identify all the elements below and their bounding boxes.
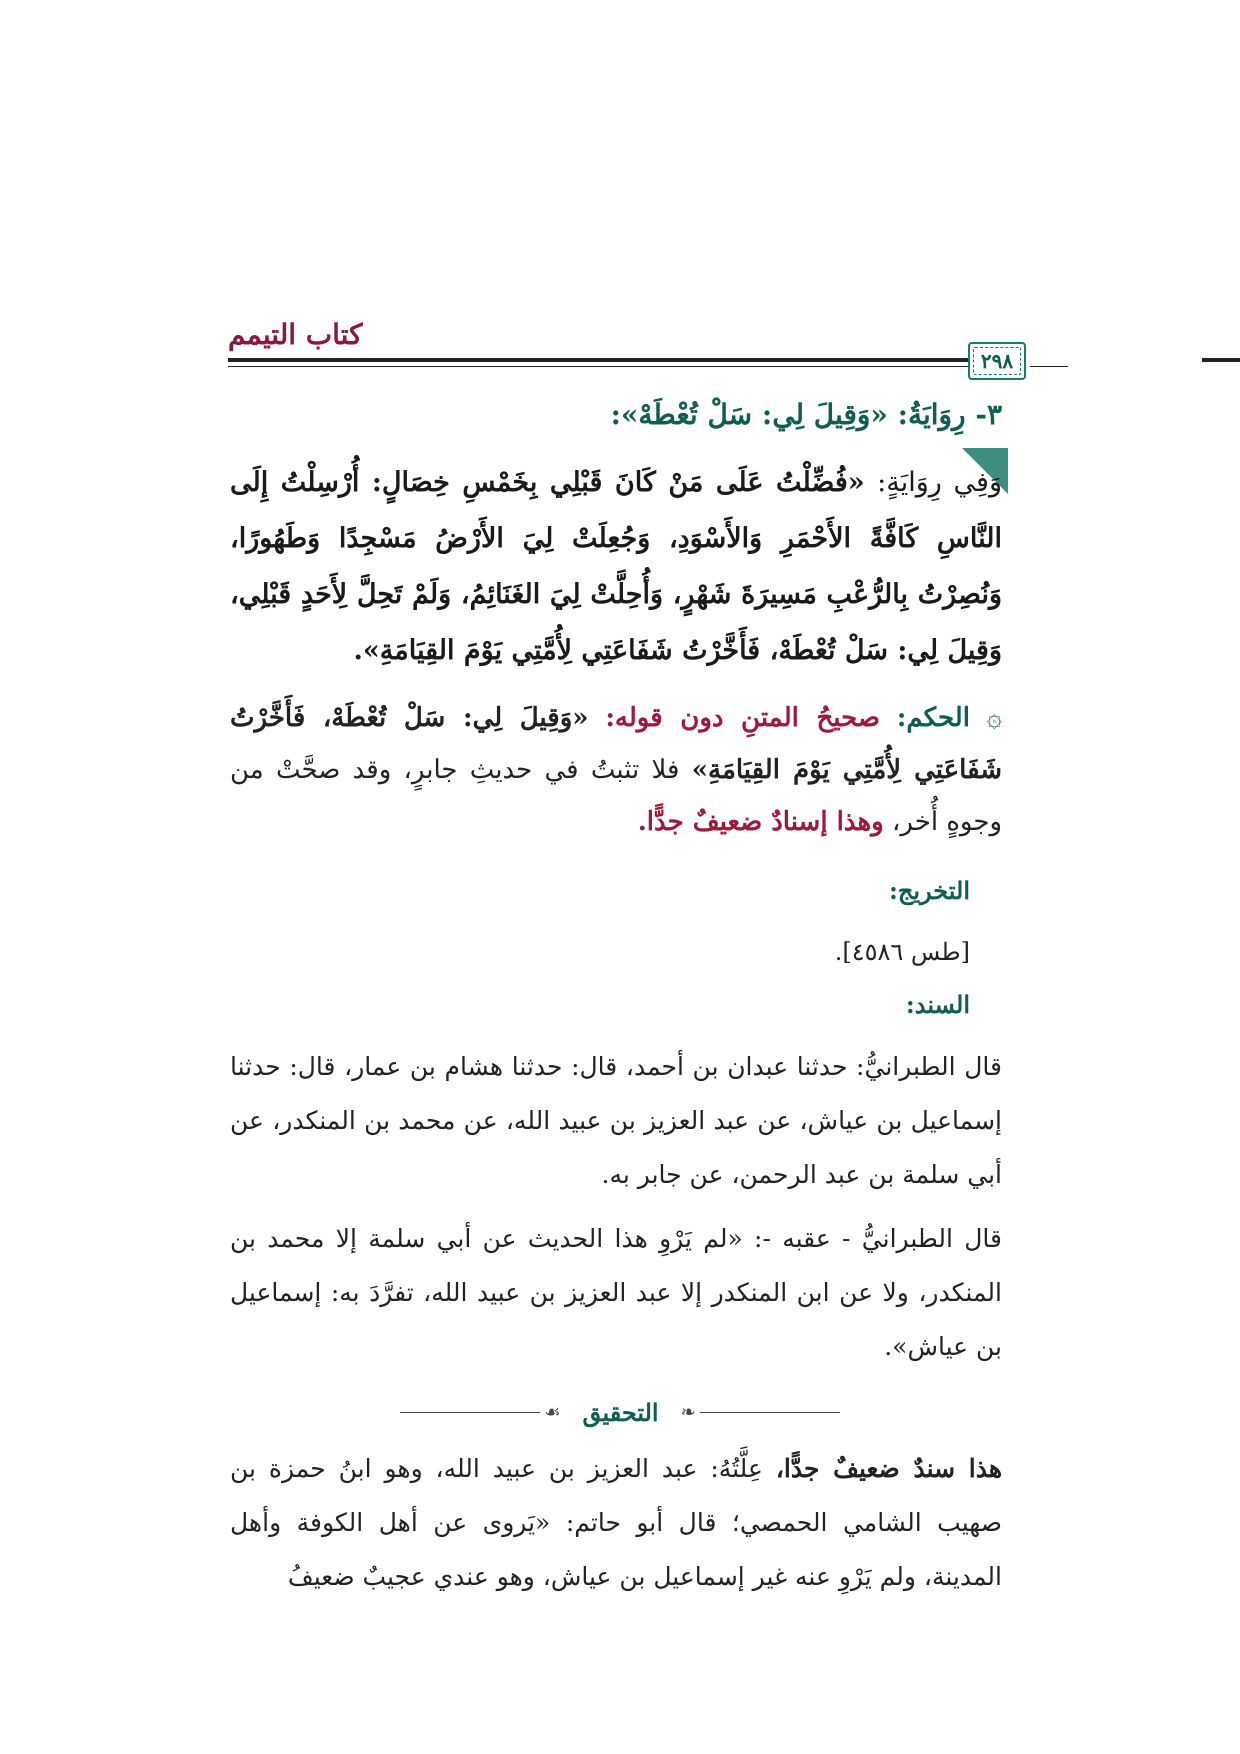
tahqiq-divider [400,1392,840,1432]
ornament-icon: ☙ [544,1401,561,1423]
page-number-badge [968,342,1026,380]
tahqiq-heading: التحقيق [582,1397,659,1427]
header-rule [228,358,1002,362]
ruling-middle: فلا تثبتُ في حديثِ جابرٍ، وقد صحَّتْ من وجوهٍ أُخر، [230,755,1002,837]
page-number: ٢٩٨ [980,349,1014,373]
hadith-intro: وَفِي رِوَايَةٍ: [877,467,1003,498]
takhrij-reference: [طس ٤٥٨٦]. [834,938,970,966]
ruling-verdict: صحيحُ المتنِ دون قوله: [605,703,880,733]
tahqiq-lead: هذا سندٌ ضعيفٌ جدًّا، [775,1454,1002,1483]
hadith-text-block [230,455,1002,679]
book-title: كتاب التيمم [228,318,363,351]
tahqiq-text: عِلَّتُهُ: عبد العزيز بن عبيد الله، وهو ابنُ حمزة بن صهيب الشامي الحمصي؛ قال أبو حاتم: «يَروى عن أهل الكوفة وأهل المدينة، ولم يَرْوِ عنه غير إسماعيل بن عياش، وهو عندي عجيبٌ ضعيفُ [230,1454,1002,1591]
ruling-label: الحكم: [896,703,970,733]
sanad-paragraph-1: قال الطبرانيُّ: حدثنا عبدان بن أحمد، قال: حدثنا هشام بن عمار، قال: حدثنا إسماعيل بن عياش، عن عبد العزيز بن عبيد الله، عن محمد بن المنكدر، عن أبي سلمة بن عبد الرحمن، عن جابر به. [230,1052,1002,1189]
takhrij-label: التخريج: [889,876,970,905]
ruling-quote: «وَقِيلَ لِي: سَلْ تُعْطَهْ، فَأَخَّرْتُ شَفَاعَتِي لِأُمَّتِي يَوْمَ القِيَامَةِ» [230,703,1003,785]
ornament-icon: ❧ [680,1401,696,1423]
sanad-label: السند: [905,990,970,1019]
header-rule-thin [228,366,1002,367]
sanad-paragraph-2: قال الطبرانيُّ - عقبه -: «لم يَرْوِ هذا الحديث عن أبي سلمة إلا محمد بن المنكدر، ولا عن ابن المنكدر إلا عبد العزيز بن عبيد الله، تفرَّدَ به: إسماعيل بن عياش». [230,1224,1002,1361]
tahqiq-paragraph [230,1442,1002,1604]
divider-line [700,1412,840,1413]
header-rule-right-thin [1030,366,1068,367]
ruling-weak: وهذا إسنادٌ ضعيفٌ جدًّا. [637,807,884,837]
section-heading: ٣- رِوَايَةُ: «وَقِيلَ لِي: سَلْ تُعْطَهْ»: [610,398,1002,431]
ruling-paragraph [230,692,1002,848]
hadith-text: «فُضِّلْتُ عَلَى مَنْ كَانَ قَبْلِي بِخَمْسِ خِصَالٍ: أُرْسِلْتُ إِلَى النَّاسِ كَافَّةً الأَحْمَرِ وَالأَسْوَدِ، وَجُعِلَتْ لِيَ الأَرْضُ مَسْجِدًا وَطَهُورًا، وَنُصِرْتُ بِالرُّعْبِ مَسِيرَةَ شَهْرٍ، وَأُحِلَّتْ لِيَ الغَنَائِمُ، وَلَمْ تَحِلَّ لِأَحَدٍ قَبْلِي، وَقِيلَ لِي: سَلْ تُعْطَهْ، فَأَخَّرْتُ شَفَاعَتِي لِأُمَّتِي يَوْمَ القِيَامَةِ». [230,467,1002,666]
ruling-symbol: ۞ [986,703,1003,733]
header-rule-right [1202,358,1240,362]
divider-line [400,1412,540,1413]
